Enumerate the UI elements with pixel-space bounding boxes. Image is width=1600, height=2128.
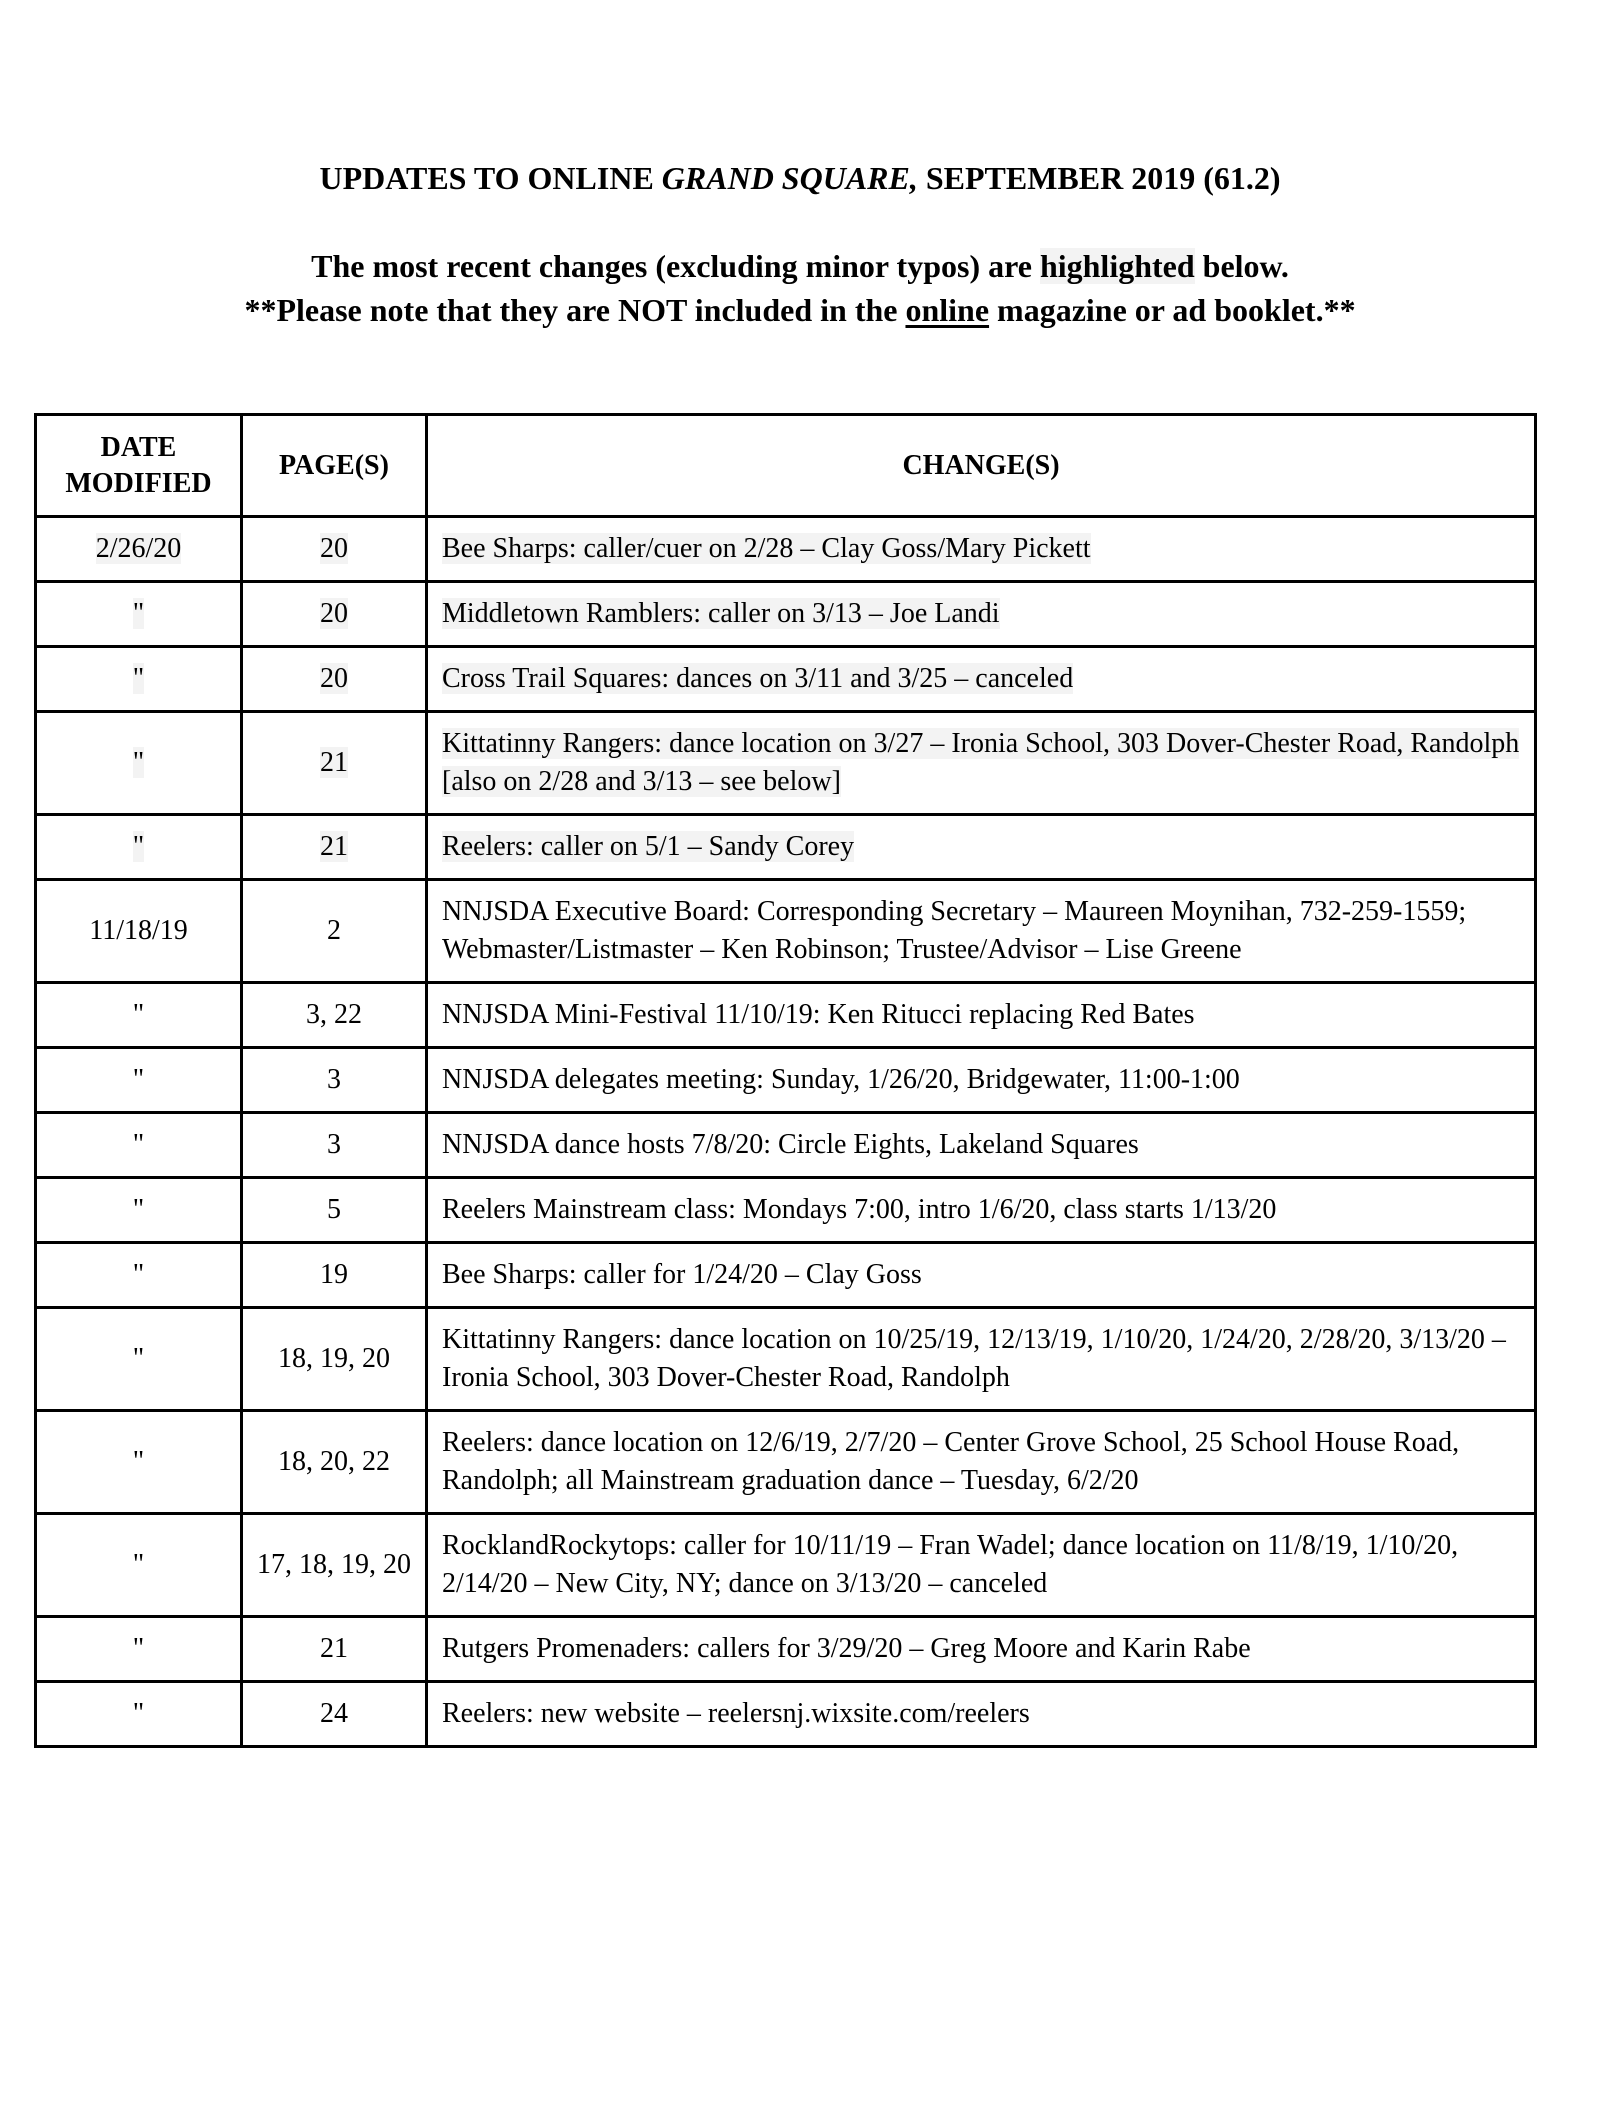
date-modified-cell (36, 1048, 242, 1113)
table-row (36, 1411, 1536, 1514)
pages-cell (242, 582, 427, 647)
date-modified-cell (36, 983, 242, 1048)
date-modified-cell-text: " (132, 1194, 145, 1225)
pages-cell (242, 1048, 427, 1113)
change-cell (427, 1617, 1536, 1682)
change-cell (427, 1308, 1536, 1411)
header-pages: PAGE(S) (242, 415, 427, 517)
change-cell-text: Rutgers Promenaders: callers for 3/29/20 – Greg Moore and Karin Rabe (442, 1633, 1251, 1664)
pages-cell-text: 20 (320, 598, 348, 629)
change-cell (427, 1514, 1536, 1617)
pages-cell (242, 712, 427, 815)
table-row (36, 1113, 1536, 1178)
table-body (36, 517, 1536, 1747)
pages-cell-text: 3, 22 (306, 999, 362, 1030)
date-modified-cell-text: " (132, 747, 145, 778)
pages-cell (242, 1682, 427, 1747)
change-cell (427, 880, 1536, 983)
date-modified-cell-text: " (132, 1064, 145, 1095)
table-row (36, 1682, 1536, 1747)
change-cell-text: Kittatinny Rangers: dance location on 10/25/19, 12/13/19, 1/10/20, 1/24/20, 2/28/20, 3/13/20 – Ironia School, 303 Dover-Chester Road, Randolph (442, 1324, 1506, 1393)
date-modified-cell-text: " (132, 1129, 145, 1160)
change-cell-text: Reelers Mainstream class: Mondays 7:00, intro 1/6/20, class starts 1/13/20 (442, 1194, 1277, 1225)
date-modified-cell-text: " (132, 663, 145, 694)
pages-cell-text: 21 (320, 747, 348, 778)
date-modified-cell (36, 517, 242, 582)
pages-cell (242, 647, 427, 712)
changes-table (34, 413, 1537, 1748)
table-row (36, 712, 1536, 815)
pages-cell-text: 20 (320, 533, 348, 564)
pages-cell-text: 3 (327, 1129, 341, 1160)
table-row (36, 815, 1536, 880)
date-modified-cell-text: " (132, 1446, 145, 1477)
table-row (36, 983, 1536, 1048)
change-cell-text: Reelers: dance location on 12/6/19, 2/7/20 – Center Grove School, 25 School House Road, Randolph; all Mainstream graduation dance – Tuesday, 6/2/20 (442, 1427, 1460, 1496)
date-modified-cell (36, 582, 242, 647)
change-cell-text: NNJSDA delegates meeting: Sunday, 1/26/20, Bridgewater, 11:00-1:00 (442, 1064, 1240, 1095)
pages-cell (242, 1514, 427, 1617)
table-row (36, 582, 1536, 647)
table-row (36, 517, 1536, 582)
date-modified-cell (36, 647, 242, 712)
title-publication-name: GRAND SQUARE, (661, 160, 918, 196)
pages-cell (242, 1308, 427, 1411)
date-modified-cell (36, 1682, 242, 1747)
change-cell-text: Reelers: caller on 5/1 – Sandy Corey (442, 831, 855, 862)
change-cell (427, 1682, 1536, 1747)
document-title (0, 158, 1600, 198)
table-row (36, 880, 1536, 983)
change-cell (427, 712, 1536, 815)
change-cell-text: Bee Sharps: caller for 1/24/20 – Clay Goss (442, 1259, 922, 1290)
title-prefix: UPDATES TO ONLINE (319, 160, 662, 196)
change-cell (427, 1048, 1536, 1113)
change-cell-text: Bee Sharps: caller/cuer on 2/28 – Clay Goss/Mary Pickett (442, 533, 1091, 564)
pages-cell (242, 517, 427, 582)
change-cell (427, 815, 1536, 880)
date-modified-cell (36, 712, 242, 815)
date-modified-cell (36, 1617, 242, 1682)
date-modified-cell-text: " (132, 831, 145, 862)
pages-cell (242, 1178, 427, 1243)
date-modified-cell (36, 1411, 242, 1514)
change-cell (427, 1411, 1536, 1514)
change-cell-text: Reelers: new website – reelersnj.wixsite.com/reelers (442, 1698, 1030, 1729)
table-row (36, 1617, 1536, 1682)
pages-cell-text: 18, 20, 22 (278, 1446, 390, 1477)
change-cell-text: Kittatinny Rangers: dance location on 3/27 – Ironia School, 303 Dover-Chester Road, Randolph [also on 2/28 and 3/13 – see below] (442, 728, 1520, 797)
subtitle-line-2 (0, 288, 1600, 332)
date-modified-cell-text: " (132, 999, 145, 1030)
change-cell (427, 1178, 1536, 1243)
subtitle-line-1-text: The most recent changes (excluding minor typos) are (311, 248, 1040, 284)
pages-cell (242, 1113, 427, 1178)
pages-cell-text: 3 (327, 1064, 341, 1095)
change-cell-text: RocklandRockytops: caller for 10/11/19 – Fran Wadel; dance location on 11/8/19, 1/10/20, 2/14/20 – New City, NY; dance on 3/13/20 – canceled (442, 1530, 1459, 1599)
date-modified-cell (36, 1178, 242, 1243)
table-row (36, 647, 1536, 712)
header-changes: CHANGE(S) (427, 415, 1536, 517)
change-cell (427, 1113, 1536, 1178)
change-cell (427, 983, 1536, 1048)
title-suffix: SEPTEMBER 2019 (61.2) (917, 160, 1281, 196)
table-row (36, 1243, 1536, 1308)
table-row (36, 1178, 1536, 1243)
pages-cell-text: 21 (320, 1633, 348, 1664)
subtitle-line-1 (0, 244, 1600, 288)
date-modified-cell-text: " (132, 1343, 145, 1374)
date-modified-cell (36, 1514, 242, 1617)
highlighted-word: highlighted (1039, 248, 1195, 284)
change-cell-text: Cross Trail Squares: dances on 3/11 and 3/25 – canceled (442, 663, 1074, 694)
table-header-row (36, 415, 1536, 517)
change-cell-text: NNJSDA Mini-Festival 11/10/19: Ken Ritucci replacing Red Bates (442, 999, 1195, 1030)
change-cell-text: NNJSDA Executive Board: Corresponding Secretary – Maureen Moynihan, 732-259-1559; Webmaster/Listmaster – Ken Robinson; Trustee/Advisor – Lise Greene (442, 896, 1467, 965)
pages-cell-text: 20 (320, 663, 348, 694)
change-cell (427, 647, 1536, 712)
date-modified-cell (36, 880, 242, 983)
table-row (36, 1308, 1536, 1411)
date-modified-cell (36, 1243, 242, 1308)
date-modified-cell (36, 815, 242, 880)
change-cell-text: NNJSDA dance hosts 7/8/20: Circle Eights, Lakeland Squares (442, 1129, 1139, 1160)
date-modified-cell-text: 11/18/19 (89, 915, 188, 946)
date-modified-cell-text: " (132, 1549, 145, 1580)
pages-cell-text: 17, 18, 19, 20 (257, 1549, 411, 1580)
date-modified-cell-text: " (132, 1633, 145, 1664)
pages-cell (242, 1243, 427, 1308)
subtitle-line-1-end: below. (1194, 248, 1289, 284)
pages-cell (242, 1411, 427, 1514)
change-cell (427, 517, 1536, 582)
pages-cell (242, 983, 427, 1048)
date-modified-cell (36, 1308, 242, 1411)
pages-cell-text: 19 (320, 1259, 348, 1290)
pages-cell (242, 880, 427, 983)
change-cell (427, 582, 1536, 647)
pages-cell-text: 24 (320, 1698, 348, 1729)
header-date-modified (36, 415, 242, 517)
pages-cell-text: 2 (327, 915, 341, 946)
date-modified-cell-text: 2/26/20 (95, 533, 182, 564)
pages-cell-text: 18, 19, 20 (278, 1343, 390, 1374)
header-date-line-2: MODIFIED (65, 467, 212, 499)
document-subtitle (0, 244, 1600, 332)
table-row (36, 1514, 1536, 1617)
date-modified-cell-text: " (132, 1698, 145, 1729)
table-row (36, 1048, 1536, 1113)
pages-cell (242, 815, 427, 880)
subtitle-line-2-end: magazine or ad booklet.** (989, 292, 1356, 328)
pages-cell-text: 21 (320, 831, 348, 862)
date-modified-cell (36, 1113, 242, 1178)
pages-cell (242, 1617, 427, 1682)
subtitle-line-2-text: **Please note that they are NOT included in the (244, 292, 906, 328)
underlined-word: online (905, 292, 990, 328)
header-date-line-1: DATE (100, 431, 177, 463)
change-cell (427, 1243, 1536, 1308)
pages-cell-text: 5 (327, 1194, 341, 1225)
change-cell-text: Middletown Ramblers: caller on 3/13 – Joe Landi (442, 598, 1000, 629)
date-modified-cell-text: " (132, 598, 145, 629)
date-modified-cell-text: " (132, 1259, 145, 1290)
